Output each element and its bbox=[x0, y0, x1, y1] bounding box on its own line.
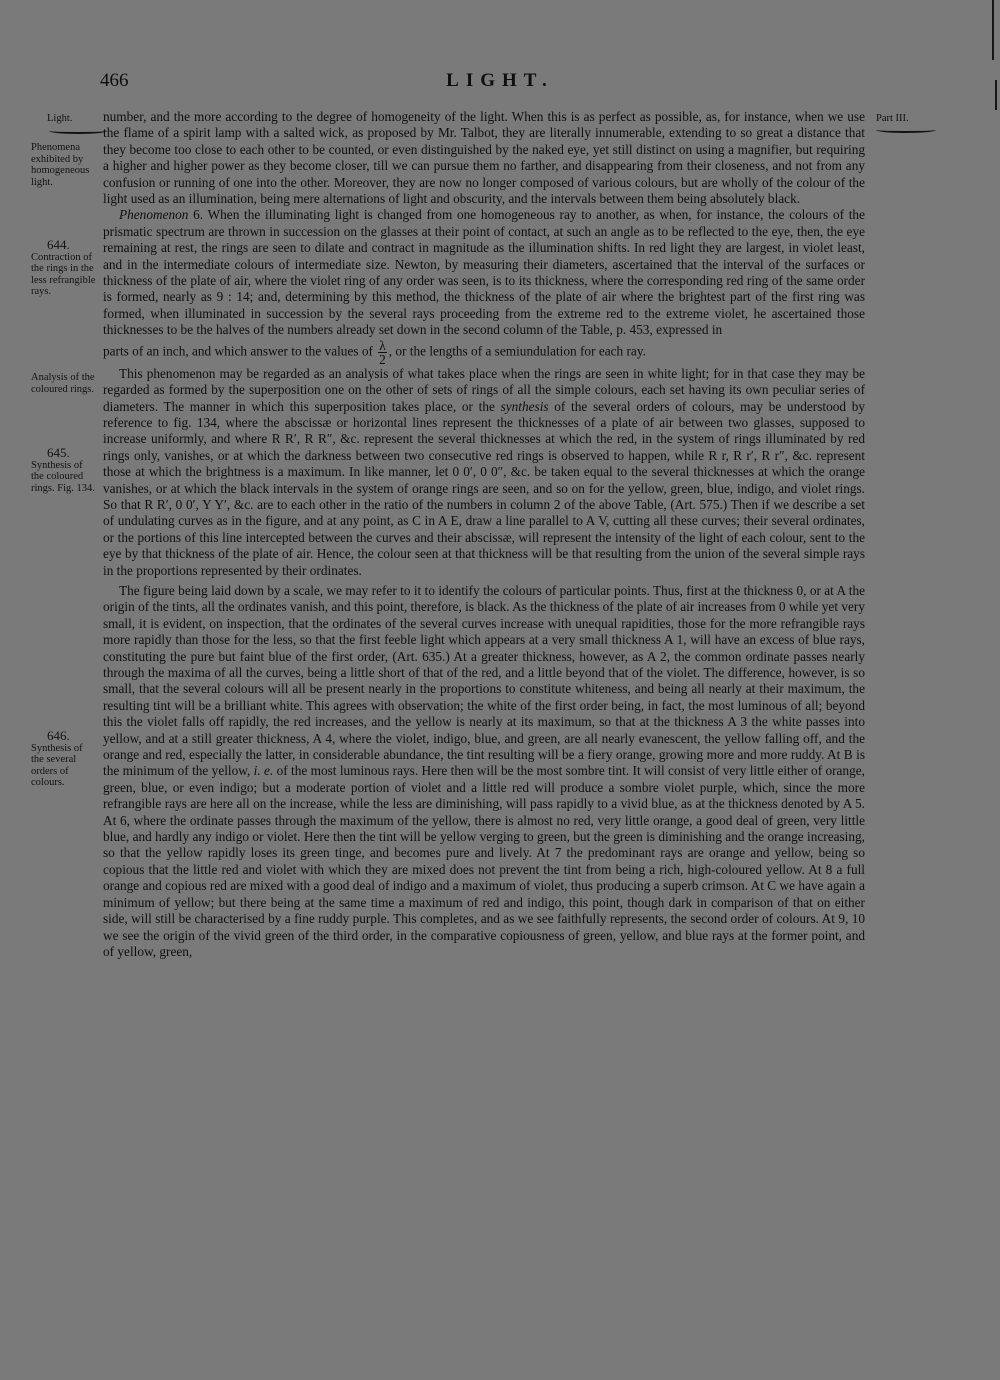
paragraph-646-part-a: The figure being laid down by a scale, we may refer to it to identify the colours of particular points. Thus, first at the thickness 0, or at A the origin of the tints, all the ordinates vanish, and this point, therefore, is black. As the thickness of the plate of air increases from 0 while yet very small, it is evident, on inspection, that the ordinates of the several curves increase with unequal rapidities, those for the more refrangible rays more rapidly than those for the less, so that the first feeble light which appears at a very small thickness A 1, will have an excess of blue rays, constituting the pure but faint blue of the first order, (Art. 635.) At a greater thickness, however, as A 2, the common ordinate passes nearly through the maxima of all the curves, being a little short of that of the red, and a little beyond that of the violet. The difference, however, is so small, that the several colours will all be present nearly in the proportions to constitute whiteness, and being all nearly at their maximum, the resulting tint will be a brilliant white. This agrees with observation; the white of the first order being, in fact, the most luminous of all; beyond this the violet falls off rapidly, the red increases, and the yellow is nearly at its maximum, so that at the thickness A 3 the white passes into yellow, and at a still greater thickness, A 4, where the violet, indigo, blue, and green, are all nearly evanescent, the yellow falling off, and the orange and red, especially the latter, in considerable abundance, the tint resulting will be a fiery orange, growing more and more ruddy. At B is the minimum of the yellow, bbox=[103, 582, 865, 779]
margin-note-light-text: Light. bbox=[47, 113, 73, 124]
ie-abbreviation: i. e. bbox=[253, 763, 274, 779]
margin-note-phenomena-text: Phenomena exhibited by homogeneous light. bbox=[31, 142, 90, 188]
formula-before: parts of an inch, and which answer to the values of bbox=[103, 343, 373, 359]
paragraph-645-part-a: This phenomenon may be regarded as an analysis of what takes place when the rings are seen in white light; for in that case they may be regarded as formed by the superposition one on the other of sets of rings of all the simple colours, each set having its own peculiar series of diameters. The manner in which this superposition takes place, or the bbox=[103, 365, 865, 414]
paragraph-645 bbox=[103, 366, 865, 579]
margin-note-analysis bbox=[31, 372, 97, 395]
margin-note-645 bbox=[31, 447, 97, 494]
margin-note-synthesis-orders: Synthesis of the several orders of colours. bbox=[31, 742, 83, 789]
part-label bbox=[876, 113, 936, 133]
page-edge-mark bbox=[995, 80, 997, 110]
fraction-numerator: λ bbox=[379, 337, 386, 353]
margin-note-light bbox=[47, 113, 101, 137]
part-text: Part III. bbox=[876, 113, 909, 124]
paragraph-646 bbox=[103, 583, 865, 960]
margin-note-644 bbox=[31, 239, 97, 298]
margin-note-synthesis-rings: Synthesis of the coloured rings. Fig. 134. bbox=[31, 459, 95, 494]
page-edge-mark bbox=[992, 0, 994, 60]
article-number-645: 645. bbox=[47, 445, 70, 460]
paragraph-645-part-b: of the several orders of colours, may be understood by reference to fig. 134, where the abscissæ or horizontal lines represent the thicknesses of a plate of air between two glasses, supposed to increase uniformly, and where R R′, R R″, &c. represent the several thicknesses at which the red, in the system of rings illuminated by red rings only, vanishes, or at which the darkness between two consecutive red rings is observed to happen, while R r, R r′, R r″, &c. represent those at which the brightness is a maximum. In like manner, let 0 0′, 0 0″, &c. be taken equal to the several thicknesses at which the orange vanishes, or at which the black intervals in the system of orange rings are seen, and so on for the yellow, green, blue, indigo, and violet rings. So that R R′, 0 0′, Y Y′, &c. are to each other in the ratio of the numbers in column 2 of the above Table, (Art. 575.) Then if we describe a set of undulating curves as in the figure, and at any point, as C in A E, draw a line parallel to A V, cutting all these curves; their several ordinates, or the portions of this line intercepted between the curves and their abscissæ, will represent the intensity of the light of each colour, sent to the eye by that thickness of the plate of air. Hence, the colour seen at that thickness will be that resulting from the union of the several simple rays in the proportions represented by their ordinates. bbox=[103, 398, 865, 578]
margin-rule bbox=[876, 127, 936, 133]
article-number-644: 644. bbox=[47, 237, 70, 252]
paragraph-644 bbox=[103, 207, 865, 338]
margin-note-analysis-text: Analysis of the coloured rings. bbox=[31, 372, 95, 395]
margin-rule bbox=[49, 128, 107, 134]
page-number: 466 bbox=[100, 70, 129, 91]
synthesis-word: synthesis bbox=[500, 398, 549, 414]
running-title: LIGHT. bbox=[446, 70, 554, 91]
formula-after: , or the lengths of a semiundulation for each ray. bbox=[388, 343, 646, 359]
phenomenon-label: Phenomenon bbox=[119, 207, 189, 223]
margin-note-contraction: Contraction of the rings in the less refrangible rays. bbox=[31, 251, 96, 298]
fraction-denominator: 2 bbox=[379, 351, 386, 367]
paragraph-continuation: number, and the more according to the degree of homogeneity of the light. When this is as perfect as possible, as, for instance, when we use the flame of a spirit lamp with a salted wick, as proposed by Mr. Talbot, they are literally innumerable, extending to so great a distance that they become too close to each other to be counted, or even distinguished by the naked eye, yet still distinct on using a magnifier, but requiring a higher and higher power as they become closer, till we can pursue them no farther, and disappearing from their closeness, and not from any confusion or running of one into the other. Moreover, they are now no longer composed of various colours, but are wholly of the colour of the light used as an illumination, being mere alternations of light and obscurity, and the intervals between them being absolutely black. bbox=[103, 109, 865, 207]
margin-note-phenomena bbox=[31, 142, 97, 188]
page-header bbox=[0, 70, 1000, 100]
main-text-column bbox=[103, 109, 865, 960]
lambda-over-two-fraction bbox=[378, 339, 386, 366]
article-number-646: 646. bbox=[47, 728, 70, 743]
paragraph-644-text: 6. When the illuminating light is changed from one homogeneous ray to another, as when, for instance, the colours of the prismatic spectrum are thrown in succession on the glasses at their point of contact, at such an angle as to be reflected to the eye, then, the eye remaining at rest, the rings are seen to dilate and contract in magnitude as the illumination shifts. In red light they are largest, in violet least, and in the intermediate colours of intermediate size. Newton, by measuring their diameters, ascertained that the interval of the surfaces or thickness of the plate of air, where the violet ring of any order was seen, is to its thickness, where the corresponding red ring of the same order is formed, nearly as 9 : 14; and, determining by this method, the thickness of the plate of air where the brightest part of the first ring was formed, when illuminated in succession by the several rays proceeding from the extreme red to the extreme violet, he ascertained those thicknesses to be the halves of the numbers already set down in the second column of the Table, p. 453, expressed in bbox=[103, 207, 865, 338]
formula-line bbox=[103, 339, 865, 366]
margin-note-646 bbox=[31, 730, 97, 789]
paragraph-646-part-b: of the most luminous rays. Here then will be the most sombre tint. It will consist of very little either of orange, green, blue, or even indigo; but a moderate portion of violet and a little red will produce a sombre violet purple, which, since the more refrangible rays are here all on the increase, while the less are diminishing, will pass rapidly to a vivid blue, as at the thickness denoted by A 5. At 6, where the ordinate passes through the maximum of the yellow, there is almost no red, very little orange, a good deal of green, very little blue, and hardly any indigo or violet. Here then the tint will be yellow verging to green, but the green is diminishing and the orange increasing, so that the yellow rapidly loses its green tinge, and becomes pure and lively. At 7 the predominant rays are orange and yellow, being so copious that the little red and violet with which they are mixed does not prevent the tint from being a rich, high-coloured yellow. At 8 a full orange and copious red are mixed with a good deal of indigo and a maximum of violet, thus producing a superb crimson. At C we have again a minimum of yellow; but there being at the same time a maximum of red and indigo, this point, though dark in comparison of that on either side, will still be characterised by a fine ruddy purple. This completes, and as we see faithfully represents, the second order of colours. At 9, 10 we see the origin of the vivid green of the third order, in the comparative copiousness of green, yellow, and blue rays at the former point, and of yellow, green, bbox=[103, 763, 865, 959]
